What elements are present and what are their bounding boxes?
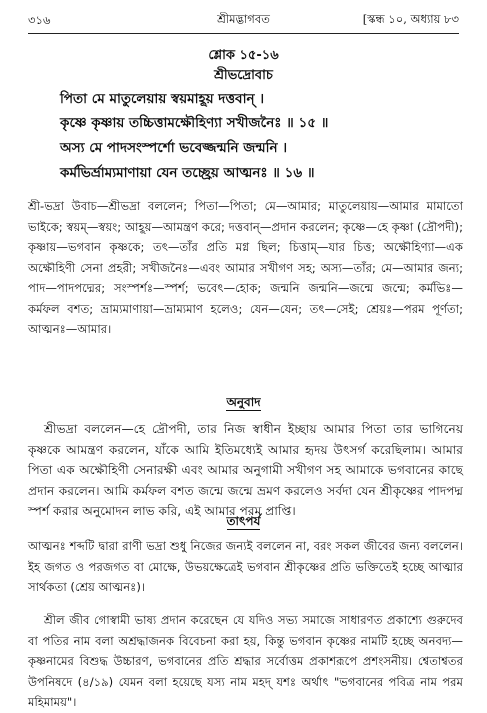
purport-paragraph-1	[28, 536, 463, 598]
verse-line-2: কৃষ্ণে কৃষ্ণায় তচ্চিত্তামক্ষৌহিণ্যা সখীজনৈঃ ॥ ১৫ ॥	[60, 115, 329, 131]
verse-line-4: কর্মভির্ভ্রাম্যমাণায়া যেন তচ্ছ্রেয় আত্মনঃ ॥ ১৬ ॥	[60, 165, 315, 181]
purport-text-2: শ্রীল জীব গোস্বামী ভাষ্য প্রদান করেছেন যে যদিও সভ্য সমাজে সাধারণত প্রকাশ্যে গুরুদেব বা পতির নাম বলা অশ্রদ্ধাজনক বিবেচনা করা হয়, কিন্তু ভগবান কৃষ্ণের নামটি হচ্ছে অনবদ্য—কৃষ্ণনামের বিশুদ্ধ উচ্চারণ, ভগবানের প্রতি শ্রদ্ধার সর্বোত্তম প্রকাশরূপে প্রশংসনীয়। শ্বেতাশ্বতর উপনিষদে (৪/১৯) যেমন বলা হয়েছে যস্য নাম মহদ্‌ যশঃ অর্থাৎ "ভগবানের পবিত্র নাম পরম মহিমাময়"।	[28, 613, 463, 709]
verse-number: শ্লোক ১৫-১৬	[208, 48, 279, 63]
header-divider	[28, 33, 459, 34]
purport-heading	[28, 513, 459, 533]
running-header	[28, 8, 459, 30]
translation-heading-text: অনুবাদ	[226, 395, 261, 409]
verse-speaker: শ্রীভদ্রোবাচ	[214, 68, 273, 83]
verse-line-3: অস্য মে পাদসংস্পর্শো ভবেজ্জন্মনি জন্মনি ।	[60, 140, 288, 156]
purport-text-1: আত্মনঃ শব্দটি দ্বারা রাণী ভদ্রা শুধু নিজের জন্যই বললেন না, বরং সকল জীবের জন্য বললেন। ইহ জগত ও পরজগত বা মোক্ষে, উভয়ক্ষেত্রেই ভগবান শ্রীকৃষ্ণের প্রতি ভক্তিতেই হচ্ছে আত্মার সার্থকতা (শ্রেয় আত্মনঃ)।	[28, 539, 463, 594]
purport-heading-text: তাৎপর্য	[226, 514, 261, 528]
translation-text: শ্রীভদ্রা বললেন—হে দ্রৌপদী, তার নিজ স্বাধীন ইচ্ছায় আমার পিতা তার ভাগিনেয় কৃষ্ণকে আমন্ত্রণ করলেন, যাঁকে আমি ইতিমধ্যেই আমার হৃদয় উৎসর্গ করেছিলাম। আমার পিতা এক অক্ষৌহিণী সেনারক্ষী এবং আমার অনুগামী সখীগণ সহ আমাকে ভগবানের কাছে প্রদান করলেন। আমি কর্মফল বশত জন্মে জন্মে ভ্রমণ করলেও সর্বদা যেন শ্রীকৃষ্ণের পাদপদ্ম স্পর্শ করার অনুমোদন লাভ করি, এই আমার পরম প্রাপ্তি।	[28, 422, 463, 518]
synonyms-paragraph: শ্রী-ভদ্রা উবাচ—শ্রীভদ্রা বললেন; পিতা—পিতা; মে—আমার; মাতুলেয়ায়—আমার মামাতো ভাইকে; স্বয়ম্‌—স্বয়ং; আহূয়—আমন্ত্রণ করে; দত্তবান্‌—প্রদান করলেন; কৃষ্ণে—হে কৃষ্ণা (দ্রৌপদী); কৃষ্ণায়—ভগবান কৃষ্ণকে; তৎ—তাঁর প্রতি মগ্ন ছিল; চিত্তাম্‌—যার চিত্ত; অক্ষৌহিণ্যা—এক অক্ষৌহিণী সেনা প্রহরী; সখীজনৈঃ—এবং আমার সখীগণ সহ; অস্য—তাঁর; মে—আমার জন্য; পাদ—পাদপদ্মের; সংস্পর্শঃ—স্পর্শ; ভবেৎ—হোক; জন্মনি জন্মনি—জন্মে জন্মে; কর্মভিঃ—কর্মফল বশত; ভ্রাম্যমাণায়া—ভ্রাম্যমাণ হলেও; যেন—যেন; তৎ—সেই; শ্রেয়ঃ—পরম পূর্ণতা; আত্মনঃ—আমার।	[28, 199, 463, 336]
page-number: ৩১৬	[28, 13, 51, 27]
verse-line-1: পিতা মে মাতুলেয়ায় স্বয়মাহূয় দত্তবান্‌ ।	[60, 91, 265, 107]
purport-paragraph-2	[28, 610, 463, 709]
book-title: শ্রীমদ্ভাগবত	[217, 12, 270, 26]
translation-paragraph	[28, 419, 463, 523]
canto-chapter-label: [স্কন্ধ ১০, অধ্যায় ৮৩	[362, 12, 459, 26]
translation-heading	[28, 394, 459, 414]
